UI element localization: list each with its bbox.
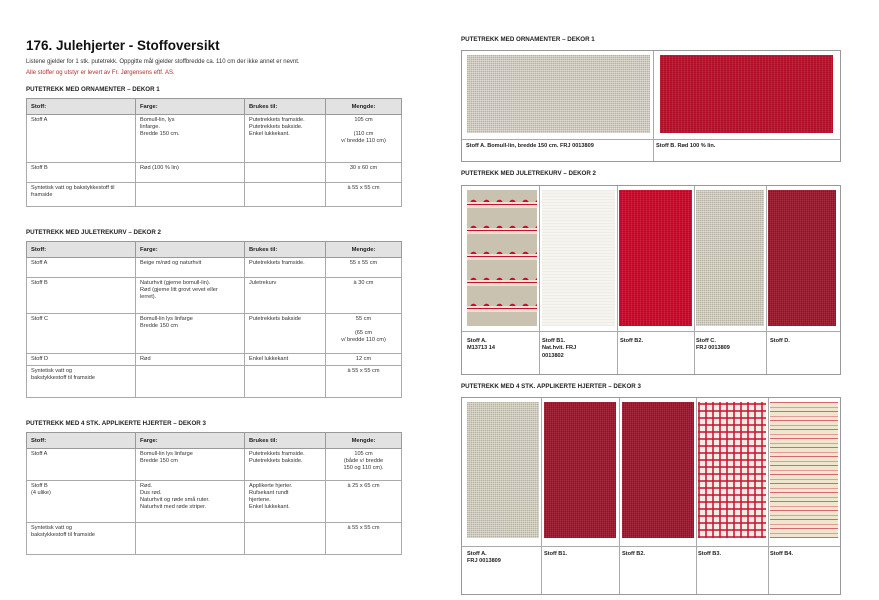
cell-brukes-line: hjertene. (249, 496, 271, 503)
cell-farge-line: Bomull-lin lys linfarge (140, 316, 193, 322)
cell-mengde-line: à 55 x 55 cm (347, 185, 380, 191)
cell-farge-line: Bredde 150 cm. (140, 130, 180, 137)
cell-farge (136, 258, 245, 278)
cell-mengde-line: v/ bredde 110 cm) (341, 336, 386, 343)
swatch-caption (622, 551, 645, 558)
cell-mengde-line: 105 cm (354, 451, 373, 457)
cell-farge-line: Dus rød. (140, 489, 162, 496)
cell-farge-line (140, 368, 240, 375)
cell-brukes-line: Juletrekurv (249, 280, 277, 286)
table-row (27, 258, 402, 278)
cell-farge-line: Bomull-lin lys linfarge (140, 451, 193, 457)
cell-stoff (27, 183, 136, 207)
cell-brukes (245, 278, 326, 314)
fabric-swatch (696, 190, 764, 326)
cell-mengde (326, 449, 402, 481)
cell-brukes-line: Putetrekkets bakside. (249, 123, 303, 130)
swatch-panel (461, 185, 841, 375)
cell-farge (136, 449, 245, 481)
cell-brukes-line: Rufsekant rundt (249, 489, 289, 496)
swatch-caption (698, 551, 721, 558)
cell-brukes (245, 314, 326, 354)
panel-divider (653, 51, 654, 161)
cell-mengde-line: à 55 x 55 cm (347, 368, 380, 374)
cell-mengde (326, 163, 402, 183)
swatch-caption-line: M13713 14 (467, 345, 495, 352)
swatch-caption (466, 143, 594, 150)
column-header-farge: Farge: (136, 433, 245, 449)
swatch-panel (461, 50, 841, 162)
cell-brukes (245, 258, 326, 278)
cell-stoff-line: Stoff B (31, 280, 48, 286)
cell-brukes-line: Enkel lukkekant (249, 356, 289, 362)
supplier-note: Alle stoffer og utstyr er levert av Fr. Jørgensens eftf. AS. (26, 70, 175, 76)
cell-stoff-line: Syntetisk vatt og (31, 368, 73, 374)
table-heading: PUTETREKK MED ORNAMENTER – DEKOR 1 (26, 86, 160, 93)
column-header-mengde: Mengde: (326, 99, 402, 115)
cell-stoff-line: Stoff D (31, 356, 48, 362)
column-header-farge: Farge: (136, 99, 245, 115)
column-header-mengde: Mengde: (326, 242, 402, 258)
cell-brukes-line: Applikerte hjerter. (249, 483, 293, 489)
cell-stoff (27, 481, 136, 523)
swatch-caption-line: Stoff A. (467, 551, 487, 557)
cell-mengde-line: à 30 cm (353, 280, 374, 286)
panel-divider (462, 331, 840, 332)
cell-mengde (326, 183, 402, 207)
table-row (27, 354, 402, 366)
swatch-caption-line: 0013802 (542, 352, 564, 359)
cell-brukes-line: Putetrekkets framside. (249, 260, 305, 266)
column-header-stoff: Stoff: (27, 99, 136, 115)
panel-divider (696, 398, 697, 594)
cell-farge (136, 354, 245, 366)
table-row (27, 366, 402, 398)
cell-brukes (245, 366, 326, 398)
cell-brukes-line (249, 525, 321, 532)
panel-heading: PUTETREKK MED JULETREKURV – DEKOR 2 (461, 170, 596, 177)
table-row (27, 163, 402, 183)
panel-divider (694, 186, 695, 374)
swatch-caption-line: FRJ 0013809 (467, 558, 501, 565)
cell-farge (136, 115, 245, 163)
swatch-caption-line: Nat.hvit. FRJ (542, 345, 577, 352)
fabric-table (26, 98, 402, 207)
table-heading: PUTETREKK MED 4 STK. APPLIKERTE HJERTER – DEKOR 3 (26, 420, 206, 427)
cell-brukes-line: Enkel lukkekant. (249, 503, 290, 510)
cell-farge (136, 523, 245, 555)
cell-farge (136, 366, 245, 398)
fabric-table (26, 432, 402, 555)
swatch-caption (696, 338, 730, 353)
swatch-caption (770, 338, 790, 345)
table-heading: PUTETREKK MED JULETREKURV – DEKOR 2 (26, 229, 161, 236)
cell-farge-line (140, 525, 240, 532)
cell-farge-line: Rød (140, 356, 151, 362)
fabric-swatch (467, 55, 650, 133)
cell-stoff-line: Stoff A (31, 260, 48, 266)
swatch-caption-line: Stoff B2. (622, 551, 645, 557)
panel-divider (617, 186, 618, 374)
column-header-mengde: Mengde: (326, 433, 402, 449)
cell-brukes-line (249, 185, 321, 192)
fabric-swatch (542, 190, 615, 326)
cell-mengde-line: (65 cm (354, 329, 373, 336)
swatch-caption-line: Stoff B1. (544, 551, 567, 557)
swatch-caption-line: Stoff B. Rød 100 % lin. (656, 143, 716, 149)
fabric-swatch (698, 402, 766, 538)
cell-mengde-line (330, 124, 397, 131)
cell-stoff-line: Stoff A (31, 451, 48, 457)
cell-stoff-line: bakstykkestoff til framside (31, 374, 95, 381)
swatch-caption-line: Stoff A. (467, 338, 487, 344)
swatch-caption (620, 338, 643, 345)
panel-heading: PUTETREKK MED 4 STK. APPLIKERTE HJERTER – DEKOR 3 (461, 383, 641, 390)
cell-mengde (326, 523, 402, 555)
fabric-swatch (467, 402, 539, 538)
cell-stoff (27, 278, 136, 314)
column-header-brukes: Brukes til: (245, 242, 326, 258)
cell-mengde-line (330, 323, 397, 330)
panel-divider (462, 546, 840, 547)
page-title: 176. Julehjerter - Stoffoversikt (26, 38, 220, 53)
cell-mengde-line: 55 x 55 cm (349, 260, 378, 266)
cell-mengde (326, 115, 402, 163)
cell-brukes-line: Enkel lukkekant. (249, 130, 290, 137)
cell-mengde-line: 105 cm (354, 117, 373, 123)
cell-brukes-line (249, 165, 321, 172)
swatch-caption (467, 338, 495, 353)
cell-brukes (245, 115, 326, 163)
left-page (26, 38, 404, 555)
cell-brukes (245, 163, 326, 183)
panel-divider (462, 139, 840, 140)
swatch-caption-line: Stoff C. (696, 338, 716, 344)
cell-farge-line: Bredde 150 cm (140, 322, 178, 329)
fabric-swatch (660, 55, 833, 133)
cell-mengde-line: 30 x 60 cm (349, 165, 378, 171)
cell-mengde-line: 55 cm (355, 316, 372, 322)
cell-stoff (27, 258, 136, 278)
column-header-stoff: Stoff: (27, 433, 136, 449)
swatch-caption (467, 551, 501, 566)
cell-brukes (245, 183, 326, 207)
swatch-caption-line: Stoff B2. (620, 338, 643, 344)
cell-brukes-line: Putetrekkets framside. (249, 451, 305, 457)
swatch-panel (461, 397, 841, 595)
cell-stoff (27, 314, 136, 354)
cell-stoff-line: Stoff B (31, 165, 48, 171)
cell-farge-line: Naturhvit og røde små ruter. (140, 496, 210, 503)
column-header-farge: Farge: (136, 242, 245, 258)
table-header-row (27, 99, 402, 115)
cell-mengde-line: 150 og 110 cm). (343, 464, 384, 471)
cell-stoff-line: Syntetisk vatt og bakstykkestoff til framside (31, 185, 115, 198)
panel-divider (539, 186, 540, 374)
cell-stoff (27, 354, 136, 366)
fabric-swatch (622, 402, 694, 538)
fabric-swatch (544, 402, 616, 538)
cell-farge-line: Bredde 150 cm (140, 457, 178, 464)
fabric-swatch (768, 190, 836, 326)
table-row (27, 523, 402, 555)
swatch-caption (770, 551, 793, 558)
swatch-caption-line: FRJ 0013809 (696, 345, 730, 352)
cell-mengde-line: à 25 x 65 cm (347, 483, 380, 489)
cell-stoff (27, 163, 136, 183)
table-header-row (27, 242, 402, 258)
fabric-swatch (467, 190, 537, 326)
cell-farge (136, 314, 245, 354)
cell-mengde (326, 258, 402, 278)
cell-brukes (245, 481, 326, 523)
cell-stoff (27, 449, 136, 481)
cell-farge (136, 481, 245, 523)
cell-mengde (326, 481, 402, 523)
panel-divider (541, 398, 542, 594)
cell-farge (136, 163, 245, 183)
panel-divider (619, 398, 620, 594)
cell-farge-line (140, 185, 240, 192)
cell-farge-line: Naturhvit (gjerne bomull-lin). (140, 280, 211, 286)
cell-stoff-line: Stoff B (31, 483, 48, 489)
cell-farge-line: Rød (100 % lin) (140, 165, 179, 171)
swatch-caption-line: Stoff B4. (770, 551, 793, 557)
cell-stoff-line: bakstykkestoff til framside (31, 531, 95, 538)
table-row (27, 449, 402, 481)
cell-brukes-line (249, 368, 321, 375)
panel-divider (768, 398, 769, 594)
cell-stoff (27, 115, 136, 163)
cell-stoff-line: Stoff A (31, 117, 48, 123)
table-row (27, 481, 402, 523)
cell-farge-line: Beige m/rød og naturhvit (140, 260, 202, 266)
cell-farge-line: Rød. (140, 483, 153, 489)
cell-stoff-line: Stoff C (31, 316, 48, 322)
panel-heading: PUTETREKK MED ORNAMENTER – DEKOR 1 (461, 36, 595, 43)
panel-divider (766, 186, 767, 374)
cell-mengde-line: (110 cm (353, 130, 374, 137)
table-row (27, 115, 402, 163)
table-row (27, 278, 402, 314)
cell-mengde (326, 366, 402, 398)
cell-mengde (326, 278, 402, 314)
cell-mengde (326, 314, 402, 354)
cell-stoff-line: (4 ulike) (31, 489, 51, 496)
cell-brukes-line: Putetrekkets framside. (249, 117, 305, 123)
cell-brukes (245, 523, 326, 555)
cell-stoff (27, 366, 136, 398)
column-header-brukes: Brukes til: (245, 433, 326, 449)
cell-mengde (326, 354, 402, 366)
column-header-stoff: Stoff: (27, 242, 136, 258)
fabric-table (26, 241, 402, 398)
fabric-swatch (619, 190, 692, 326)
cell-brukes (245, 449, 326, 481)
fabric-swatch (770, 402, 838, 538)
cell-stoff-line: Syntetisk vatt og (31, 525, 73, 531)
cell-farge-line: lerret). (140, 293, 157, 300)
swatch-caption (544, 551, 567, 558)
intro-text: Listene gjelder for 1 stk. putetrekk. Oppgitte mål gjelder stoffbredde ca. 110 cm der ikke annet er nevnt. (26, 59, 300, 65)
cell-farge-line: Rød (gjerne litt grovt vevet eller (140, 286, 218, 293)
fabric-tables (26, 86, 404, 555)
cell-farge-line: Naturhvit med røde striper. (140, 503, 207, 510)
cell-brukes-line: Putetrekkets bakside. (249, 457, 303, 464)
swatch-caption-line: Stoff A. Bomull-lin, bredde 150 cm. FRJ 0013809 (466, 143, 594, 149)
cell-mengde-line: (både v/ bredde (343, 457, 384, 464)
cell-stoff (27, 523, 136, 555)
table-row (27, 314, 402, 354)
swatch-caption-line: Stoff D. (770, 338, 790, 344)
column-header-brukes: Brukes til: (245, 99, 326, 115)
cell-brukes-line: Putetrekkets bakside (249, 316, 301, 322)
cell-farge-line: linfarge. (140, 123, 160, 130)
cell-mengde-line: 12 cm (355, 356, 372, 362)
swatch-caption (656, 143, 715, 150)
cell-brukes (245, 354, 326, 366)
cell-farge (136, 278, 245, 314)
cell-mengde-line: à 55 x 55 cm (347, 525, 380, 531)
swatch-caption (542, 338, 576, 360)
cell-farge (136, 183, 245, 207)
cell-farge-line: Bomull-lin, lys (140, 117, 175, 123)
table-row (27, 183, 402, 207)
swatch-caption-line: Stoff B1. (542, 338, 565, 344)
swatch-caption-line: Stoff B3. (698, 551, 721, 557)
cell-mengde-line: v/ bredde 110 cm) (341, 137, 386, 144)
table-header-row (27, 433, 402, 449)
